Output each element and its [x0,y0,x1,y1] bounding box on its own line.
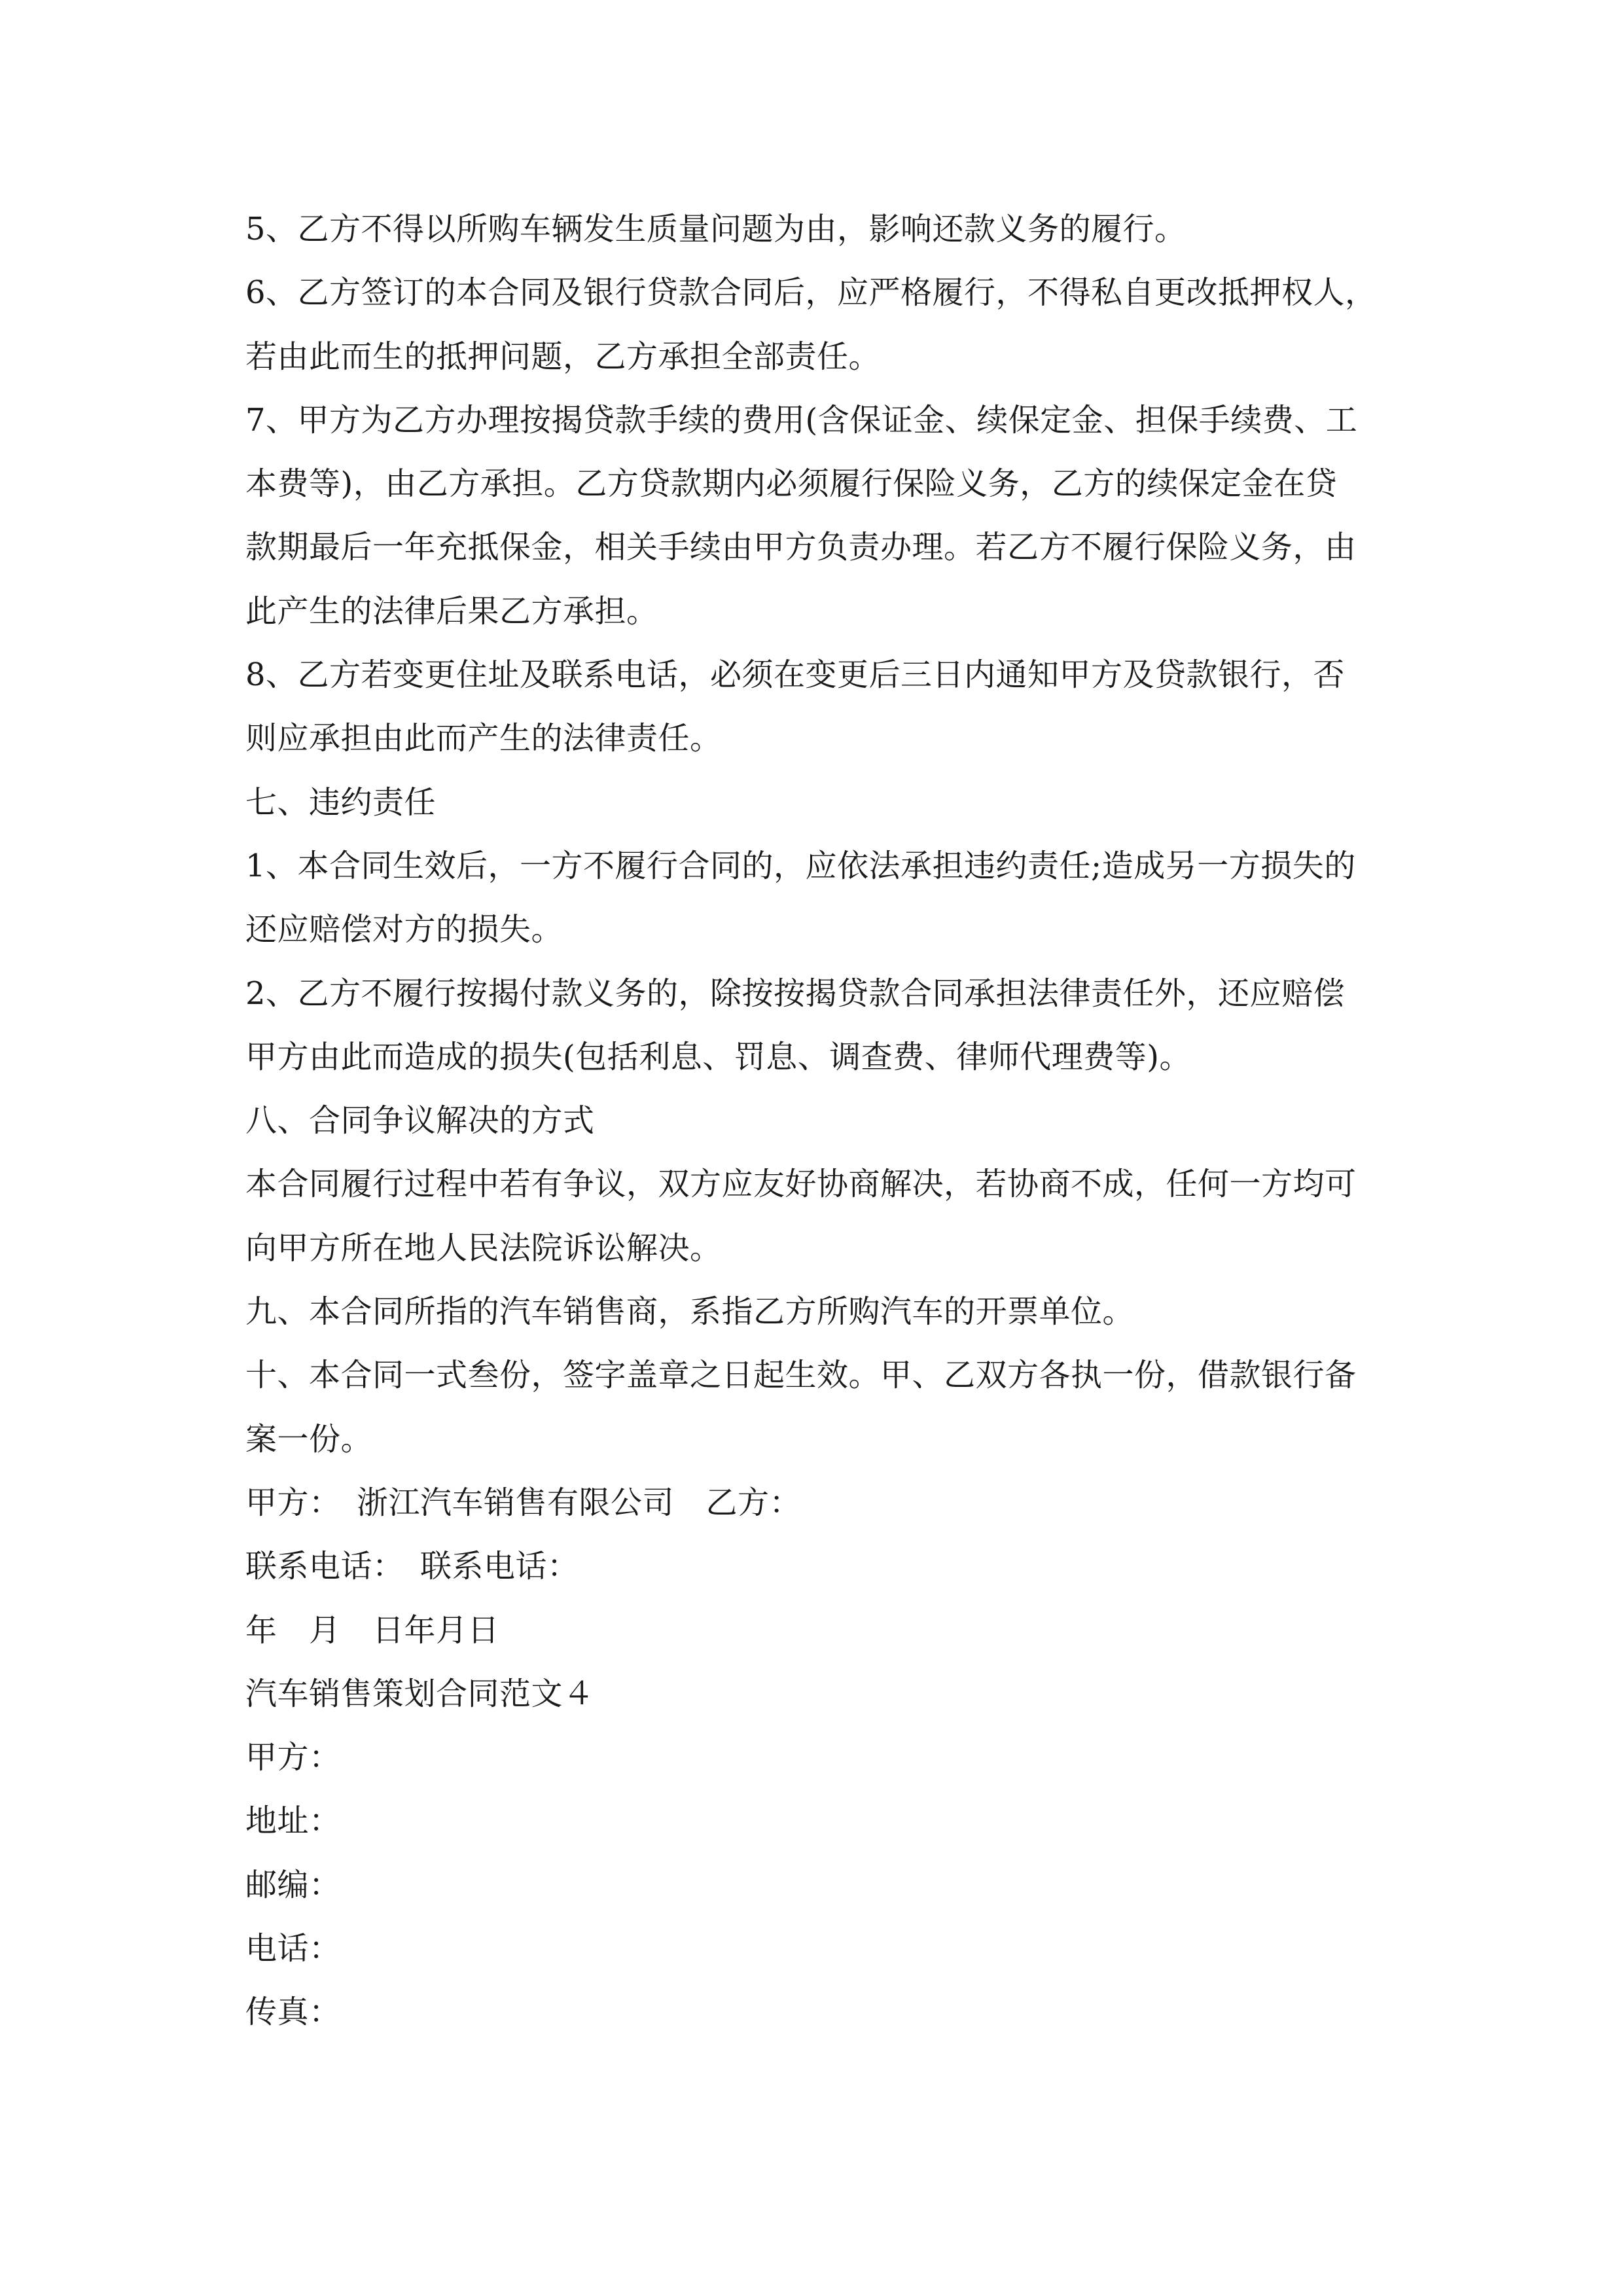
section-10-line-2: 案一份。 [245,1420,373,1458]
section-8-heading: 八、合同争议解决的方式 [245,1102,595,1139]
clause-7-line-2: 本费等)，由乙方承担。乙方贷款期内必须履行保险义务，乙方的续保定金在贷 [245,465,1338,503]
breach-clause-2-line-1: 2、乙方不履行按揭付款义务的，除按按揭贷款合同承担法律责任外，还应赔偿 [245,975,1346,1012]
clause-7-line-3: 款期最后一年充抵保金，相关手续由甲方负责办理。若乙方不履行保险义务，由 [245,529,1357,566]
clause-8-line-2: 则应承担由此而产生的法律责任。 [245,720,722,757]
clause-7-line-4: 此产生的法律后果乙方承担。 [245,592,658,630]
breach-clause-1-line-2: 还应赔偿对方的损失。 [245,911,563,948]
breach-clause-2-line-2: 甲方由此而造成的损失(包括利息、罚息、调查费、律师代理费等)。 [245,1038,1191,1075]
clause-7-line-1: 7、甲方为乙方办理按揭贷款手续的费用(含保证金、续保定金、担保手续费、工 [245,401,1358,439]
signature-date-line: 年 月 日年月日 [245,1611,500,1649]
section-10-line-1: 十、本合同一式叁份，签字盖章之日起生效。甲、乙双方各执一份，借款银行备 [245,1357,1357,1394]
contract-text-body [245,198,1387,2045]
fax-field: 传真： [245,1994,341,2031]
clause-5-line: 5、乙方不得以所购车辆发生质量问题为由，影响还款义务的履行。 [245,211,1186,247]
clause-6-line-2: 若由此而生的抵押问题，乙方承担全部责任。 [245,338,881,375]
phone-field: 电话： [245,1930,341,1967]
section-9-line: 九、本合同所指的汽车销售商，系指乙方所购汽车的开票单位。 [245,1293,1135,1331]
address-field: 地址： [245,1803,341,1840]
postcode-field: 邮编： [245,1866,341,1903]
next-contract-title: 汽车销售策划合同范文４ [245,1675,595,1712]
dispute-line-1: 本合同履行过程中若有争议，双方应友好协商解决，若协商不成，任何一方均可 [245,1166,1357,1203]
section-7-heading: 七、违约责任 [245,783,437,821]
clause-8-line-1: 8、乙方若变更住址及联系电话，必须在变更后三日内通知甲方及贷款银行，否 [245,656,1346,694]
breach-clause-1-line-1: 1、本合同生效后，一方不履行合同的，应依法承担违约责任;造成另一方损失的 [245,847,1356,884]
party-a-field: 甲方： [245,1739,341,1776]
dispute-line-2: 向甲方所在地人民法院诉讼解决。 [245,1229,722,1266]
signature-parties-line: 甲方： 浙江汽车销售有限公司 乙方： [245,1484,802,1521]
signature-phone-line: 联系电话： 联系电话： [245,1548,579,1585]
clause-6-line-1: 6、乙方签订的本合同及银行贷款合同后，应严格履行，不得私自更改抵押权人， [245,274,1377,312]
